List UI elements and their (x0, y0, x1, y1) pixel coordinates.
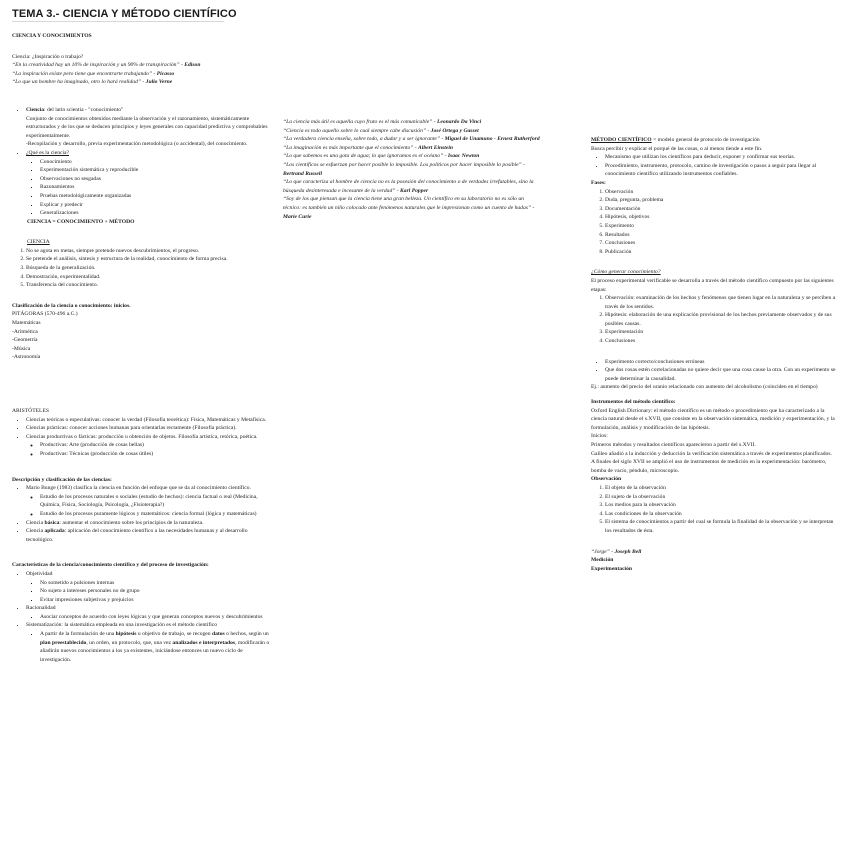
term-basica: básica (44, 519, 60, 526)
quote-text: “Lo que sabemos es una gota de agua; lo que ignoramos es el océano” (283, 153, 444, 160)
list-item (26, 570, 274, 604)
pitagoras: PITÁGORAS (570-496 a.C.) (12, 311, 78, 318)
list-item: • Ciencias prácticas: conocer acciones humanas para orientarlas rectamente (Filosofía práctica). (26, 424, 274, 433)
medicion-label: Medición (591, 557, 614, 564)
quote-jorge: “Jorge” - Joseph Bell (591, 548, 642, 555)
term-hipotesis: hipótesis (115, 631, 137, 638)
quote-text: “Lo que caracteriza al hombre de ciencia no es la posesión del conocimiento o de verdades irrefutables, sino la búsqueda desinteresada e incesante de la verdad” (283, 179, 534, 194)
quote-russell: “Los científicos se esfuerzan por hacer posible lo imposible. Los políticos por hacer imposible lo posible” - Bertrand Russell (283, 161, 525, 177)
como-generar-text: El proceso experimental verificable se desarrolla a través del método científico compuesto por las siguientes etapas: (591, 277, 834, 293)
list-item: 2. Duda, pregunta, problema (605, 196, 837, 205)
oxford-definition: Oxford English Dictionary: el método científico es un método o procedimiento que ha caracterizado a la ciencia natural desde el s.XVII, que consiste en la observación sistemática, medición y experimentación, y la formulación, análisis y modificación de las hipótesis. (591, 407, 835, 431)
quote-author: Miguel de Unamuno (444, 136, 493, 143)
observacion-list (591, 484, 837, 536)
list-item: 3. Búsqueda de la generalización. (26, 264, 274, 273)
list-item: ◦ Productivas: Técnicas (producción de cosas útiles) (40, 450, 274, 459)
quote-newton: “Lo que sabemos es una gota de agua; lo que ignoramos es el océano” - Isaac Newton (283, 153, 480, 160)
list-item-text: Sistematización: la sistemática empleada en una investigación es el método científico (26, 622, 218, 629)
que-es-label: ¿Qué es la ciencia? (26, 149, 70, 156)
list-item: 3. Experimentación (605, 328, 837, 337)
racionalidad-list (26, 613, 274, 622)
list-item: ▪ Observaciones no sesgadas (40, 175, 274, 184)
quote-author: Albert Einstein (418, 144, 454, 151)
list-item: ▪ Generalizaciones (40, 209, 274, 218)
list-item: 2. Se pretende el análisis, síntesis y estructura de la realidad, conocimiento de forma precisa. (26, 255, 274, 264)
caracteristicas-list (12, 570, 274, 665)
inicios-text: Galileo añadió a la inducción y deducción la verificación sistemática a través de experimentos planificados. (591, 450, 832, 457)
ciencia-label: CIENCIA (27, 239, 50, 246)
list-item: ▪ Pruebas metodológicamente organizadas (40, 192, 274, 201)
quote-verne: “Lo que un hombre ha imaginado, otro lo hará realidad” - Julio Verne (12, 79, 173, 86)
text: : aplicación del conocimiento científico a las necesidades humanas y al desarrollo tecnológico. (26, 528, 248, 543)
term-analizados: analizados e interpretados (172, 639, 236, 646)
ciencia-definition-list (12, 106, 274, 218)
quote-author: José Ortega y Gasset (430, 127, 479, 134)
aristoteles-list (12, 416, 274, 459)
list-item: 4. Conclusiones (605, 337, 837, 346)
quote-text: “Los científicos se esfuerzan por hacer posible lo imposible. Los políticos por hacer imposible lo posible” (283, 161, 522, 168)
column-right (591, 136, 837, 573)
list-item: 3. Los medios para la observación (605, 501, 837, 510)
list-item: 1. El objeto de la observación (605, 484, 837, 493)
formula-ciencia: CIENCIA = CONOCIMIENTO + MÉTODO (27, 218, 135, 225)
quote-text: “La inspiración existe pero tiene que encontrarte trabajando” (12, 70, 153, 77)
list-item: ◦ Estudio de los procesos naturales o sociales (estudio de hechos): ciencia factual o real (Medicina, Química, Física, Sociología, Psicología, ¿Fisioterapia?) (40, 493, 274, 510)
quote-einstein: “La imaginación es más importante que el conocimiento” - Albert Einstein (283, 144, 454, 151)
title-underline (12, 21, 224, 22)
list-item-text: Ciencias productivas o fácticas: producción u obtención de objetos. Filosofía artística, retórica, poética. (26, 433, 258, 440)
list-item: 4. Las condiciones de la observación (605, 510, 837, 519)
quote-author: Ernest Rutherford (497, 136, 540, 143)
descripcion-list (12, 484, 274, 544)
list-item-aplicada (26, 527, 274, 544)
instrumentos-heading: Instrumentos del método científico: (591, 399, 676, 406)
list-item (26, 484, 274, 518)
list-item: ▪ No sujeto a intereses personales no de grupo (40, 587, 274, 596)
metodo-definition-2: Busca percibir y explicar el porqué de las cosas, o al menos tiende a este fin. (591, 145, 763, 152)
list-item: 1. Observación (605, 188, 837, 197)
observacion-label: Observación (591, 476, 622, 483)
list-item (40, 630, 274, 664)
text: Ciencia (26, 528, 45, 535)
inicios-text: A finales del siglo XVII se amplió el uso de instrumentos de medición en la experimentación: barómetro, bomba de vacío, péndulo, microscopio. (591, 459, 827, 474)
inicios-label: Inicios: (591, 433, 608, 440)
list-item: • Experimento correcto/conclusiones erróneas (605, 358, 837, 367)
term-aplicada: aplicada (44, 528, 65, 535)
quote-author: Edison (184, 62, 201, 69)
quote-text: “Ciencia es todo aquello sobre lo cual siempre cabe discusión” (283, 127, 426, 134)
inicios-text: Primeros métodos y resultados científicos aparecieron a partir del s.XVII. (591, 442, 756, 448)
definition-text: Conjunto de conocimientos obtenidos mediante la observación y el razonamiento, sistemáticamente estructurados y de los que se deducen principios y leyes generales con capacidad predictiva y comprobables experimentalmente. (26, 115, 268, 139)
productivas-list (26, 441, 274, 458)
list-item-text: Racionalidad (26, 605, 56, 612)
aristoteles: ARISTÓTELES (12, 408, 49, 414)
list-item: -Geometría (12, 337, 38, 344)
list-item: ▪ Conocimiento (40, 158, 274, 167)
quote-text: “Jorge” (591, 548, 610, 555)
term-metodo: MÉTODO CIENTÍFICO (591, 137, 652, 143)
term-datos: datos (211, 631, 225, 638)
caracteristicas-heading: Características de la ciencia/conocimiento científico y del proceso de investigación: (12, 562, 209, 569)
text: u objetivo de trabajo, se recogen (136, 631, 212, 638)
text: = modelo general de protocolo de investigación (651, 137, 760, 143)
metodo-list (591, 153, 837, 179)
ciencia-definition (26, 106, 274, 149)
quote-text: “La ciencia más útil es aquella cuyo fruto es el más comunicable” (283, 119, 433, 125)
list-item: ▪ Razonamientos (40, 183, 274, 192)
list-item: -Astronomía (12, 354, 41, 361)
question-inspiracion: Ciencia: ¿Inspiración o trabajo? (12, 53, 84, 60)
objetividad-list (26, 579, 274, 605)
matematicas: Matemáticas (12, 320, 41, 327)
quote-text: “La imaginación es más importante que el conocimiento” (283, 144, 414, 151)
list-item (26, 604, 274, 621)
text: o hechos, según un (224, 631, 269, 638)
text: , modificarán o añadirán nuevos conocimientos a los ya existentes, iniciándose entonces un nuevo ciclo de investigación. (40, 639, 270, 663)
list-item: 5. El sistema de conocimientos a partir del cual se formula la finalidad de la observación y se interpretan los resultados de ésta. (605, 518, 837, 535)
ejemplo: Ej.: aumento del precio del uranio relacionado con aumento del alcoholismo (coinciden en el tiempo) (591, 384, 818, 391)
como-generar-question: ¿Cómo generar conocimiento? (591, 269, 661, 276)
quote-edison: “En la creatividad hay un 10% de inspiración y un 90% de transpiración” - Edison (12, 62, 201, 69)
section-heading-ciencia-conocimientos: CIENCIA Y CONOCIMIENTOS (12, 33, 92, 39)
sistematizacion-list (26, 630, 274, 664)
quote-author: Joseph Bell (614, 548, 642, 555)
list-item: -Música (12, 345, 31, 352)
list-item: ▪ No sometido a pulsiones internas (40, 579, 274, 588)
list-item: 1. No se agota en metas, siempre pretende nuevos descubrimientos, el progreso. (26, 247, 274, 256)
list-item: 4. Hipótesis, objetivos (605, 213, 837, 222)
list-item: • Mecanismo que utilizan los científicos para deducir, exponer y confirmar sus teorías. (605, 153, 837, 162)
quote-davinci: “La ciencia más útil es aquella cuyo fruto es el más comunicable” - Leonardo Da Vinci (283, 119, 482, 125)
list-item: 6. Resultados (605, 231, 837, 240)
quote-author: Picasso (156, 70, 175, 77)
quote-ortega: “Ciencia es todo aquello sobre lo cual siempre cabe discusión” - José Ortega y Gasset (283, 127, 479, 134)
quote-text: “En la creatividad hay un 10% de inspiración y un 90% de transpiración” (12, 62, 180, 69)
quote-author: Karl Popper (400, 187, 429, 194)
column-middle (283, 118, 540, 221)
list-item (26, 621, 274, 664)
quote-curie: “Soy de los que piensan que la ciencia tiene una gran belleza. Un científico en su laboratorio no es sólo un técnico: es también un niño colocado ante fenómenos naturales que le impresionan como un cuento de hadas” - Marie Curie (283, 196, 535, 220)
ciencia-characteristics-list (12, 247, 274, 290)
list-item: 2. El sujeto de la observación (605, 493, 837, 502)
list-item: 4. Demostración, experimentalidad. (26, 273, 274, 282)
list-item: • Procedimiento, instrumento, protocolo, camino de investigación o pasos a seguir para llegar al conocimiento científico utilizando instrumentos confiables. (605, 162, 837, 179)
list-item: ▪ Asociar conceptos de acuerdo con leyes lógicas y que generan conceptos nuevos y descubrimientos (40, 613, 274, 622)
quote-author: Bertrand Russell (283, 170, 323, 177)
list-item: ◦ Productivas: Arte (producción de cosas bellas) (40, 441, 274, 450)
text: A partir de la formulación de una (40, 631, 116, 638)
quote-text: “La verdadera ciencia enseña, sobre todo, a dudar y a ser ignorante” (283, 136, 440, 143)
definition-latin: : del latín scientia - "conocimiento" (44, 106, 124, 113)
text: : aumentar el conocimiento sobre los principios de la naturaleza. (59, 519, 204, 526)
quote-author: Julio Verne (145, 79, 173, 86)
list-item: 3. Documentación (605, 205, 837, 214)
quote-picasso: “La inspiración existe pero tiene que encontrarte trabajando” - Picasso (12, 70, 175, 77)
fases-label: Fases: (591, 179, 606, 186)
list-item: 5. Experimento (605, 222, 837, 231)
list-item (26, 433, 274, 459)
metodo-definition (591, 136, 837, 145)
quote-text: “Soy de los que piensan que la ciencia tiene una gran belleza. Un científico en su laboratorio no es sólo un técnico: es también un niño colocado ante fenómenos naturales que le impresionan como un cuento de hadas” (283, 196, 532, 211)
list-item: ◦ Estudio de los procesos puramente lógicos y matemáticos: ciencia formal (lógica y matemáticas) (40, 510, 274, 519)
bunge-sublist (26, 493, 274, 519)
list-item: 2. Hipótesis: elaboración de una explicación provisional de los hechos previamente observados y de sus posibles causas. (605, 311, 837, 328)
list-item-basica (26, 519, 274, 528)
que-es-ciencia (26, 149, 274, 218)
fases-list (591, 188, 837, 257)
list-item: ▪ Experimentación sistemática y reproducible (40, 166, 274, 175)
que-es-list (26, 158, 274, 218)
list-item: 7. Conclusiones (605, 239, 837, 248)
column-left (12, 32, 274, 664)
quote-author: Leonardo Da Vinci (436, 119, 482, 125)
list-item: 8. Publicación (605, 248, 837, 257)
list-item: ▪ Evitar impresiones subjetivas y prejuicios (40, 596, 274, 605)
term-plan: plan preestablecido (40, 639, 87, 646)
quote-author: Isaac Newton (447, 153, 480, 160)
list-item: • Ciencias teóricas o especulativas: conocer la verdad (Filosofía teorética): Física, Matemáticas y Metafísica. (26, 416, 274, 425)
quote-popper: “Lo que caracteriza al hombre de ciencia no es la posesión del conocimiento o de verdades irrefutables, sino la búsqueda desinteresada e incesante de la verdad” - Karl Popper (283, 179, 534, 194)
descripcion-heading: Descripción y clasificación de las ciencias: (12, 476, 112, 483)
definition-text-2: -Recopilación y desarrollo, previa experimentación metodológica (o accidental), del conocimiento. (26, 141, 248, 148)
list-item: 1. Observación: examinación de los hechos y fenómenos que tienen lugar en la naturaleza y se perciben a través de los sentidos. (605, 294, 837, 311)
list-item: ▪ Explicar y predecir (40, 201, 274, 210)
etapas-list (591, 294, 837, 346)
list-item-text: Objetividad (26, 570, 53, 577)
page-title: TEMA 3.- CIENCIA Y MÉTODO CIENTÍFICO (12, 8, 237, 20)
experimentacion-label: Experimentación (591, 565, 633, 572)
quote-unamuno: “La verdadera ciencia enseña, sobre todo, a dudar y a ser ignorante” - Miguel de Unamuno - Ernest Rutherford (283, 136, 540, 143)
list-item-text: Mario Bunge (1983) clasifica la ciencia en función del enfoque que se da al conocimiento científico. (26, 485, 251, 492)
quote-text: “Lo que un hombre ha imaginado, otro lo hará realidad” (12, 79, 141, 86)
experimento-list (591, 358, 837, 384)
list-item: -Aritmética (12, 328, 38, 335)
list-item: 5. Transferencia del conocimiento. (26, 281, 274, 290)
text: , un orden, un protocolo, que, una vez (86, 639, 173, 646)
text: Ciencia (26, 519, 45, 526)
list-item: • Que dos cosas estén correlacionadas no quiere decir que una cosa cause la otra. Con un experimento se puede determinar la causalidad. (605, 366, 837, 383)
clasificacion-heading: Clasificación de la ciencia o conocimiento: inicios. (12, 302, 131, 309)
quote-author: Marie Curie (283, 213, 312, 220)
term-ciencia: Ciencia (26, 106, 45, 113)
